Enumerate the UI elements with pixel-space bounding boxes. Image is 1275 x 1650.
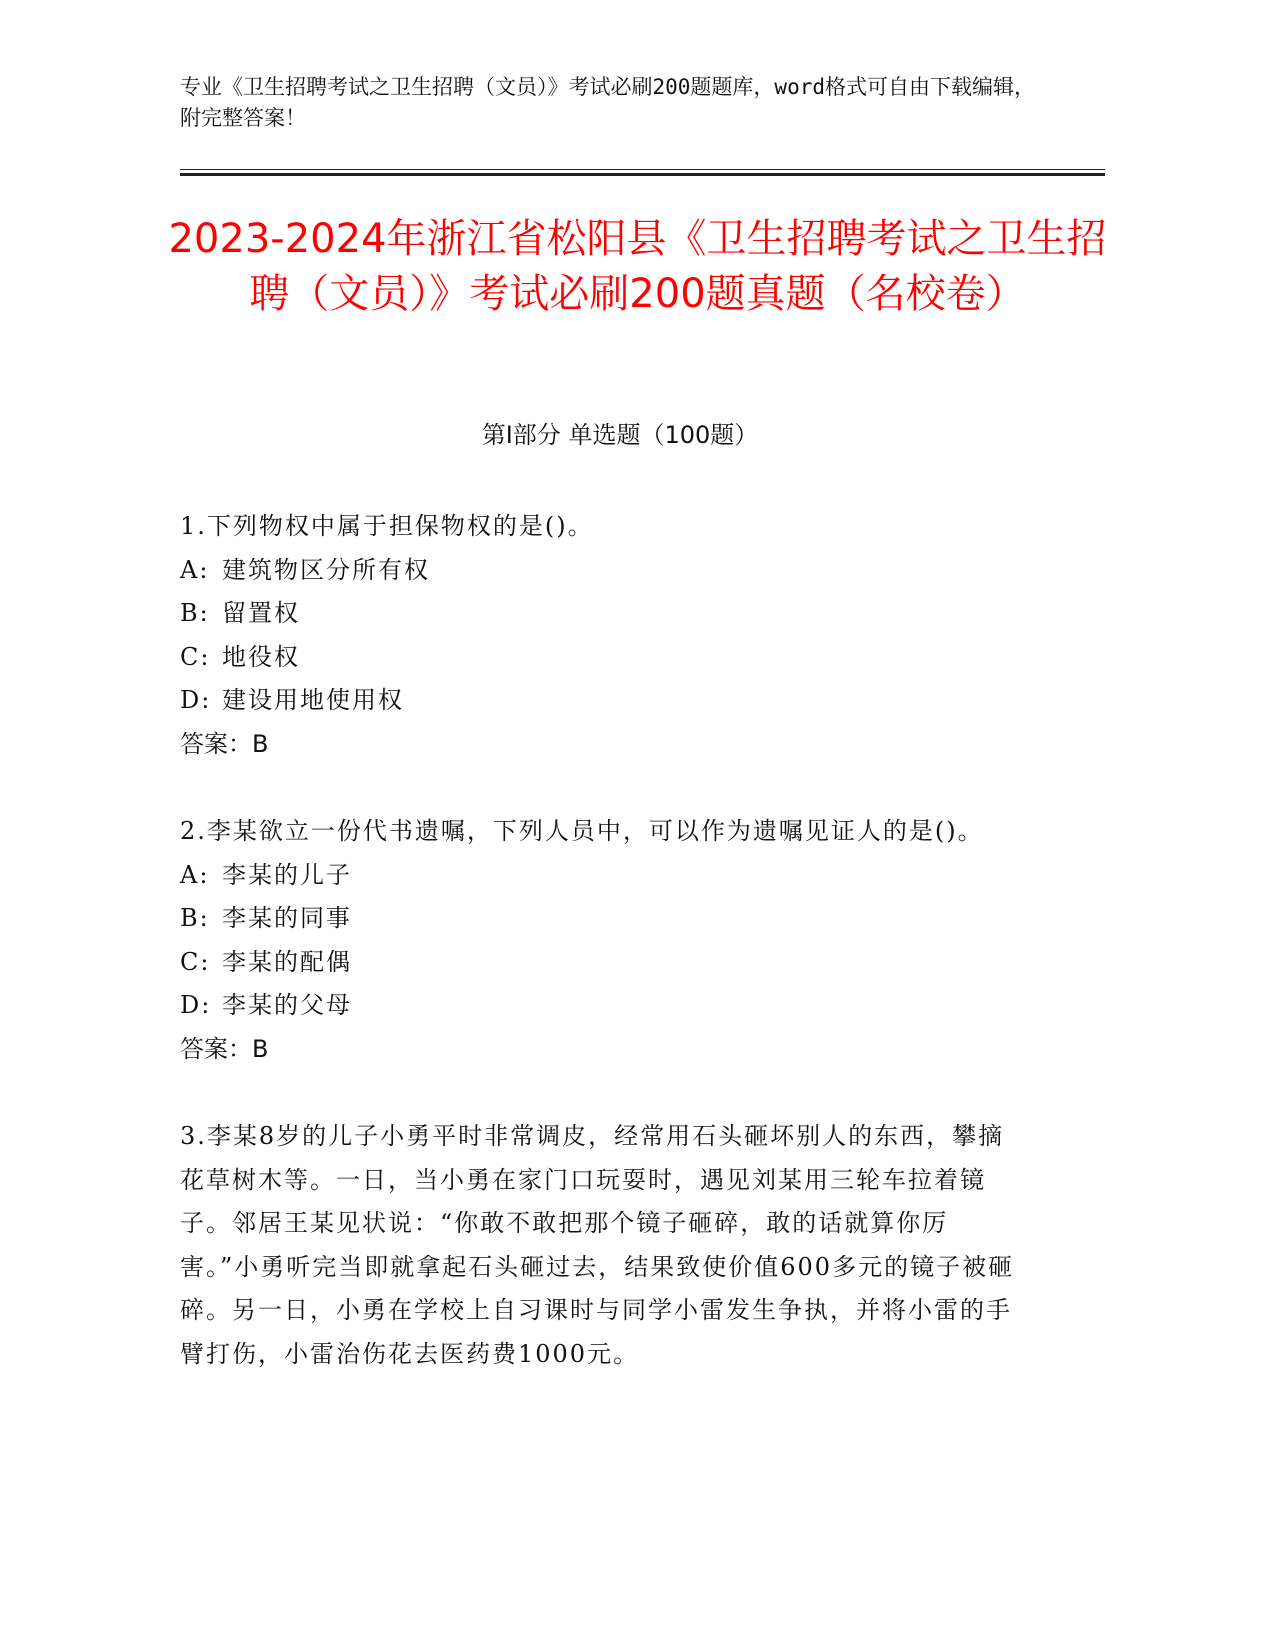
question-answer: 答案：B bbox=[180, 1034, 269, 1063]
question-option-c bbox=[180, 636, 1020, 680]
question-answer: 答案：B bbox=[180, 729, 269, 758]
option-text: 留置权 bbox=[222, 599, 300, 627]
question-list bbox=[180, 505, 1020, 1376]
question-option-d bbox=[180, 679, 1020, 723]
question-option-a bbox=[180, 549, 1020, 593]
question-option-b bbox=[180, 592, 1020, 636]
question-2 bbox=[180, 810, 1020, 1071]
option-key: D: bbox=[180, 991, 212, 1019]
question-option-b bbox=[180, 897, 1020, 941]
question-option-c bbox=[180, 941, 1020, 985]
option-text: 李某的同事 bbox=[222, 904, 352, 932]
option-key: B: bbox=[180, 904, 210, 932]
option-key: C: bbox=[180, 642, 211, 671]
option-text: 建筑物区分所有权 bbox=[222, 555, 430, 584]
question-stem: 1.下列物权中属于担保物权的是()。 bbox=[180, 512, 594, 540]
question-stem: 3.李某8岁的儿子小勇平时非常调皮，经常用石头砸坏别人的东西，攀摘花草树木等。一日，当小勇在家门口玩耍时，遇见刘某用三轮车拉着镜子。邻居王某见状说：“你敢不敢把那个镜子砸碎，敢的话就算你厉害。”小勇听完当即就拿起石头砸过去，结果致使价值600多元的镜子被砸碎。另一日，小勇在学校上自习课时与同学小雷发生争执，并将小雷的手臂打伤，小雷治伤花去医药费1000元。 bbox=[180, 1122, 1015, 1368]
question-option-a bbox=[180, 854, 1020, 898]
document-title: 2023-2024年浙江省松阳县《卫生招聘考试之卫生招聘（文员）》考试必刷200题真题（名校卷） bbox=[168, 216, 1107, 317]
question-1 bbox=[180, 505, 1020, 766]
question-spacer bbox=[180, 1071, 1020, 1115]
option-key: D: bbox=[180, 686, 212, 714]
option-key: B: bbox=[180, 599, 210, 627]
question-stem: 2.李某欲立一份代书遗嘱，下列人员中，可以作为遗嘱见证人的是()。 bbox=[180, 817, 984, 845]
option-text: 李某的父母 bbox=[222, 991, 352, 1019]
option-key: A: bbox=[180, 555, 210, 584]
option-key: A: bbox=[180, 860, 210, 889]
option-text: 李某的配偶 bbox=[222, 947, 352, 976]
option-text: 建设用地使用权 bbox=[222, 686, 404, 714]
header-divider-thin bbox=[180, 169, 1105, 170]
section-title: 第I部分 单选题（100题） bbox=[481, 421, 759, 449]
option-text: 李某的儿子 bbox=[222, 860, 352, 889]
question-3 bbox=[180, 1115, 1020, 1376]
header-note: 专业《卫生招聘考试之卫生招聘（文员）》考试必刷200题题库，word格式可自由下载编辑，附完整答案！ bbox=[180, 75, 1035, 130]
question-option-d bbox=[180, 984, 1020, 1028]
option-key: C: bbox=[180, 947, 211, 976]
option-text: 地役权 bbox=[222, 642, 300, 671]
header-divider-thick bbox=[180, 173, 1105, 176]
question-spacer bbox=[180, 766, 1020, 810]
